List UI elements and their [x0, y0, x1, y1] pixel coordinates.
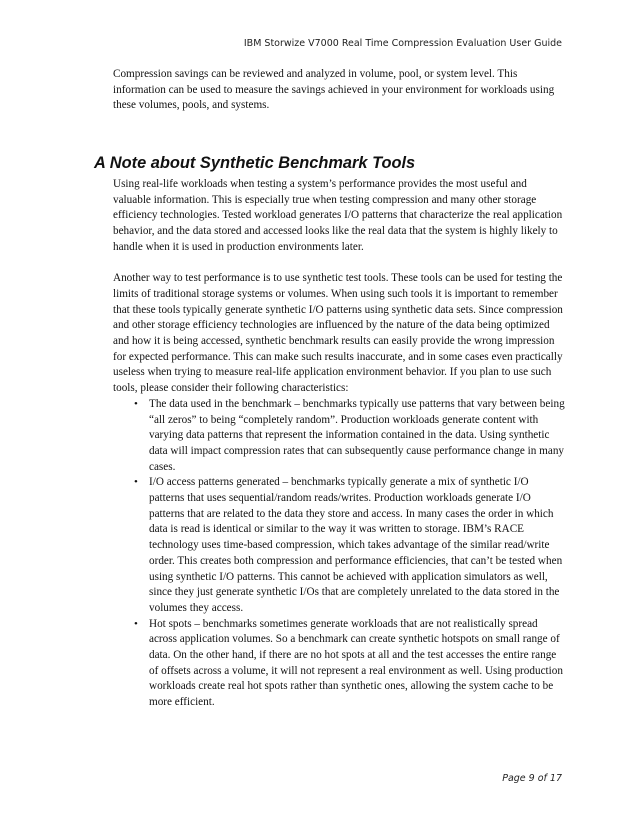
bullet-icon: • — [134, 397, 138, 410]
bullet-icon: • — [134, 617, 138, 630]
section-heading: A Note about Synthetic Benchmark Tools — [94, 154, 416, 172]
running-header: IBM Storwize V7000 Real Time Compression Evaluation User Guide — [243, 38, 562, 49]
page-number: Page 9 of 17 — [502, 773, 562, 784]
list-item — [134, 617, 565, 711]
bullet-icon: • — [134, 476, 138, 489]
body-paragraph: Another way to test performance is to use synthetic test tools. These tools can be used for testing the limits of traditional storage systems or volumes. When using such tools it is important to remember that these tools typically generate synthetic I/O patterns using synthetic data sets. Since compression and other storage efficiency technologies are influenced by the nature of the data being optimized and how it is being accessed, synthetic benchmark results can easily provide the wrong impression for expected performance. This can make such results inaccurate, and in some cases even practically useless when trying to measure real-life application environment behavior. If you plan to use such tools, please consider their following characteristics: — [113, 272, 563, 395]
body-paragraph: Using real-life workloads when testing a system’s performance provides the most useful and valuable information. This is especially true when testing compression and many other storage efficiency technologies. Tested workload generates I/O patterns that characterize the real application behavior, and the data stored and accessed looks like the real data that the system is highly likely to handle when it is used in production environments later. — [113, 178, 563, 253]
list-item-text: Hot spots – benchmarks sometimes generate workloads that are not realistically spread across application volumes. So a benchmark can create synthetic hotspots on small range of data. On the other hand, if there are no hot spots at all and the test accesses the entire range of offsets across a volume, it will not represent a real environment as well. Using production workloads create real hot spots rather than synthetic ones, allowing the system cache to be more efficient. — [149, 617, 563, 709]
list-item-text: I/O access patterns generated – benchmarks typically generate a mix of synthetic I/O patterns that uses sequential/random reads/writes. Production workloads generate I/O patterns that are related to the data they store and access. In many cases the order in which data is read is identical or similar to the way it was written to storage. IBM’s RACE technology uses time-based compression, which takes advantage of the similar read/write order. This creates both compression and performance efficiencies, that can’t be tested when using synthetic I/O patterns. This cannot be achieved with application simulators as well, since they just generate synthetic I/Os that are completely unrelated to the data stored in the volumes they access. — [149, 476, 563, 614]
intro-paragraph: Compression savings can be reviewed and analyzed in volume, pool, or system level. This information can be used to measure the savings achieved in your environment for workloads using these volumes, pools, and systems. — [113, 68, 555, 112]
section-body — [113, 177, 565, 711]
intro-block — [113, 67, 565, 114]
list-item — [134, 397, 565, 476]
characteristics-list — [113, 397, 565, 711]
list-item-text: The data used in the benchmark – benchmarks typically use patterns that vary between being “all zeros” to being “completely random”. Production workloads generate content with varying data patterns that represent the information contained in the data. Using synthetic data will impact compression rates that can subsequently cause performance change in many cases. — [149, 397, 565, 473]
list-item — [134, 475, 565, 616]
